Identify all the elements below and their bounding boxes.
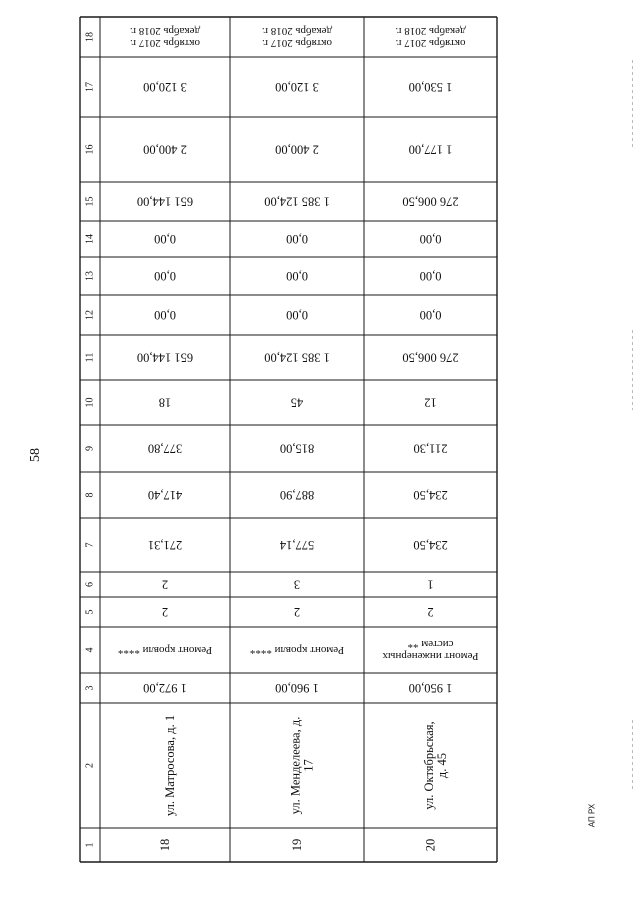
column-number-5-text: 5 [84,609,96,615]
cell-r2-col9-text: 815,00 [279,441,315,456]
cell-r2-col7-text: 577,14 [279,538,315,552]
cell-r3-col16-text: 1 177,00 [408,142,453,157]
cell-r2-col18-text: октябрь 2017 г. [261,37,333,49]
column-number-12 [85,310,96,320]
cell-r1-col8-text: 417,40 [147,488,183,502]
cell-r1-col16 [143,143,187,157]
cell-r1-col13 [154,269,176,283]
column-number-1-text: 1 [84,842,96,848]
cell-r1-col17 [143,80,187,94]
column-number-15 [85,197,96,207]
column-number-13 [85,271,96,281]
cell-r2-col10-text: 45 [290,395,304,410]
cell-r1-col2 [163,715,177,816]
cell-r2-col5 [294,605,300,619]
cell-r1-col13-text: 0,00 [154,269,176,283]
cell-r1-col4-text: Ремонт кровли **** [117,644,213,656]
cell-r2-col9 [280,442,314,456]
cell-r1-col11-text: 651 144,00 [136,350,194,365]
cell-r3-col15-text: 276 006,50 [402,194,459,209]
cell-r3-col18 [395,25,465,49]
cell-r3-col2-text: д. 45 [435,752,449,779]
cell-r2-col10 [291,396,304,410]
cell-r3-col11-text: 276 006,50 [402,350,459,365]
column-number-7-text: 7 [84,542,96,548]
cell-r2-col2-text: 17 [301,759,316,772]
cell-r2-col18 [262,25,332,49]
page-number: 58 [28,448,43,462]
cell-r1-col10-text: 18 [158,395,172,410]
cell-r3-col6-text: 1 [427,577,434,592]
column-number-7 [85,543,96,548]
cell-r3-col3-text: 1 950,00 [408,681,453,695]
cell-r2-col13 [286,269,308,283]
cell-r1-col5 [162,605,168,619]
column-number-3 [85,686,96,691]
cell-r3-col5-text: 2 [427,605,434,619]
cell-r3-col8 [413,488,447,502]
cell-r1-col5-text: 2 [161,605,169,619]
cell-r1-col3 [143,681,187,695]
cell-r2-col12 [286,308,308,322]
cell-r1-col12 [154,308,176,322]
column-number-14 [85,234,96,244]
cell-r3-col10 [424,396,437,410]
cell-r1-col14 [154,232,176,246]
column-number-6 [85,582,96,587]
cell-r2-col11-text: 1 385 124,00 [264,350,330,365]
cell-r1-col18 [130,25,200,49]
cell-r2-col15 [264,195,330,209]
cell-r2-col12-text: 0,00 [286,308,308,322]
cell-r3-col13 [420,269,442,283]
cell-r1-col18-text: декабрь 2018 г. [129,25,201,37]
cell-r1-col3-text: 1 972,00 [143,681,187,695]
cell-r3-col7-text: 234,50 [413,538,448,552]
cell-r2-col16 [275,143,319,157]
column-number-11 [85,353,96,363]
cell-r1-col12-text: 0,00 [154,308,176,322]
column-number-14-text: 14 [84,234,96,244]
cell-r3-col2-text: ул. Октябрьская, [422,721,436,810]
column-number-16 [85,145,96,155]
cell-r2-col17-text: 3 120,00 [275,80,319,94]
cell-r1-col9-text: 377,80 [147,441,183,456]
cell-r2-col8 [280,488,314,502]
cell-r1-col9 [148,442,182,456]
cell-r3-col14 [420,232,442,246]
cell-r3-col11 [402,351,458,365]
cell-r2-col14 [286,232,308,246]
cell-r3-col17 [409,80,453,94]
column-number-11-text: 11 [84,352,96,363]
cell-r3-col1-text: 20 [423,838,438,852]
cell-r2-col18-text: декабрь 2018 г. [261,25,333,37]
cell-r1-col18-text: октябрь 2017 г. [129,37,201,49]
cell-r3-col12-text: 0,00 [419,308,442,322]
cell-r2-col4-text: Ремонт кровли **** [249,644,345,656]
cell-r2-col1-text: 19 [290,838,304,852]
column-number-9 [85,446,96,451]
cell-r2-col3 [275,681,319,695]
cell-r2-col3-text: 1 960,00 [275,681,319,695]
column-number-16-text: 16 [84,144,96,155]
column-number-9-text: 9 [84,446,96,451]
cell-r3-col3 [409,681,453,695]
column-number-15-text: 15 [84,196,96,207]
cell-r3-col4-text: Ремонт инженерных [382,650,479,662]
column-number-8-text: 8 [84,492,96,498]
cell-r2-col2 [289,717,316,815]
footer-mark: АП РХ [587,803,597,827]
column-number-4-text: 4 [84,647,96,653]
cell-r2-col4 [250,644,344,656]
cell-r1-col10 [159,396,172,410]
cell-r2-col1 [290,839,304,852]
cell-r2-col8-text: 887,90 [279,488,315,502]
cell-r2-col2-text: ул. Менделеева, д. [288,716,303,815]
cell-r3-col5 [427,605,433,619]
cell-r3-col4 [382,638,478,662]
cell-r1-col4 [118,644,212,656]
cell-r1-col11 [137,351,193,365]
cell-r1-col15 [137,195,193,209]
cell-r2-col6 [294,578,300,592]
column-number-8 [85,493,96,498]
cell-r1-col6-text: 2 [161,577,169,592]
cell-r3-col4-text: систем ** [407,638,454,650]
cell-r1-col1-text: 18 [158,838,172,852]
cell-r3-col13-text: 0,00 [419,269,442,283]
column-number-10-text: 10 [84,397,96,408]
cell-r2-col15-text: 1 385 124,00 [264,194,330,209]
column-number-18-text: 18 [84,32,96,42]
cell-r2-col5-text: 2 [293,605,301,619]
cell-r1-col14-text: 0,00 [154,232,176,246]
cell-r1-col16-text: 2 400,00 [143,142,187,157]
cell-r1-col17-text: 3 120,00 [143,80,187,94]
cell-r3-col18-text: октябрь 2017 г. [395,37,466,49]
column-number-1 [85,843,96,848]
column-number-3-text: 3 [84,685,96,691]
column-number-17-text: 17 [84,82,96,92]
cell-r3-col9-text: 211,30 [413,441,448,456]
cell-r3-col17-text: 1 530,00 [408,80,453,94]
cell-r1-col1 [158,839,172,852]
column-number-10 [85,398,96,408]
column-number-17 [85,82,96,92]
cell-r3-col18-text: декабрь 2018 г. [395,25,466,37]
cell-r3-col14-text: 0,00 [419,232,442,246]
cell-r1-col6 [162,578,168,592]
cell-r1-col15-text: 651 144,00 [136,194,194,209]
cell-r3-col9 [414,442,448,456]
cell-r3-col15 [402,195,458,209]
cell-r2-col6-text: 3 [293,577,301,592]
column-number-5 [85,610,96,615]
cell-r3-col6 [427,578,433,592]
column-number-6-text: 6 [84,582,96,587]
cell-r2-col16-text: 2 400,00 [275,142,319,157]
column-number-18 [85,32,96,42]
cell-r3-col10-text: 12 [424,395,437,410]
column-number-13-text: 13 [84,271,96,281]
column-number-2 [85,763,96,768]
cell-r1-col8 [148,488,182,502]
cell-r1-col7 [148,538,182,552]
cell-r2-col14-text: 0,00 [286,232,308,246]
cell-r3-col1 [424,839,438,852]
cell-r1-col7-text: 271,31 [147,538,183,552]
cell-r3-col2 [422,721,449,809]
cell-r2-col11 [264,351,330,365]
column-number-12-text: 12 [84,310,96,320]
cell-r2-col7 [279,538,314,552]
cell-r3-col12 [420,308,442,322]
cell-r3-col8-text: 234,50 [413,488,448,502]
cell-r2-col13-text: 0,00 [286,269,308,283]
cell-r2-col17 [275,80,319,94]
cell-r3-col16 [409,143,453,157]
column-number-2-text: 2 [84,763,96,768]
column-number-4 [85,648,96,653]
cell-r1-col2-text: ул. Матросова, д. 1 [163,714,177,817]
cell-r3-col7 [413,538,447,552]
